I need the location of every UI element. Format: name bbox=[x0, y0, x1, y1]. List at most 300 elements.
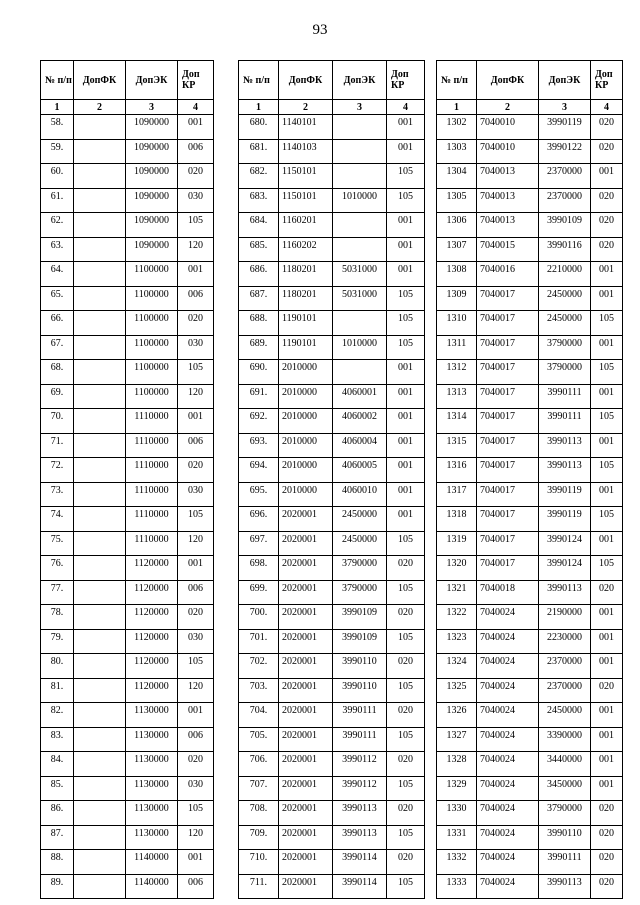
dop-fk-cell bbox=[74, 629, 126, 654]
row-number-cell: 74. bbox=[41, 507, 74, 532]
dop-fk-cell: 7040017 bbox=[477, 286, 539, 311]
row-number-cell: 1333 bbox=[437, 874, 477, 899]
dop-ek-cell: 3990110 bbox=[333, 654, 387, 679]
table-row bbox=[41, 115, 214, 140]
dop-kr-cell: 105 bbox=[387, 188, 425, 213]
dop-ek-cell: 5031000 bbox=[333, 262, 387, 287]
dop-ek-cell: 3790000 bbox=[539, 801, 591, 826]
dop-kr-cell: 120 bbox=[178, 384, 214, 409]
table-row bbox=[41, 164, 214, 189]
table-row bbox=[437, 727, 623, 752]
dop-ek-cell: 3990111 bbox=[539, 409, 591, 434]
dop-fk-cell: 7040017 bbox=[477, 458, 539, 483]
table-row bbox=[239, 850, 425, 875]
dop-fk-cell: 2020001 bbox=[279, 531, 333, 556]
dop-fk-cell bbox=[74, 458, 126, 483]
dop-ek-cell: 2450000 bbox=[539, 286, 591, 311]
dop-ek-cell: 1110000 bbox=[126, 458, 178, 483]
dop-ek-cell: 3440000 bbox=[539, 752, 591, 777]
dop-kr-cell: 001 bbox=[387, 237, 425, 262]
dop-fk-cell: 2020001 bbox=[279, 752, 333, 777]
table-row bbox=[437, 752, 623, 777]
dop-ek-cell bbox=[333, 139, 387, 164]
table-row bbox=[437, 213, 623, 238]
row-number-cell: 698. bbox=[239, 556, 279, 581]
dop-kr-cell: 105 bbox=[591, 458, 623, 483]
dop-ek-cell: 1130000 bbox=[126, 752, 178, 777]
dop-fk-cell: 7040010 bbox=[477, 139, 539, 164]
dop-ek-cell: 1100000 bbox=[126, 384, 178, 409]
row-number-cell: 1306 bbox=[437, 213, 477, 238]
dop-fk-cell: 1140101 bbox=[279, 115, 333, 140]
row-number-cell: 709. bbox=[239, 825, 279, 850]
row-number-cell: 703. bbox=[239, 678, 279, 703]
row-number-cell: 1314 bbox=[437, 409, 477, 434]
dop-ek-cell: 3990114 bbox=[333, 850, 387, 875]
dop-ek-cell: 4060010 bbox=[333, 482, 387, 507]
table-row bbox=[41, 727, 214, 752]
dop-kr-cell: 001 bbox=[591, 482, 623, 507]
row-number-cell: 1321 bbox=[437, 580, 477, 605]
table-row bbox=[41, 311, 214, 336]
dop-kr-cell: 020 bbox=[387, 703, 425, 728]
table-row bbox=[239, 213, 425, 238]
row-number-cell: 73. bbox=[41, 482, 74, 507]
row-number-cell: 1310 bbox=[437, 311, 477, 336]
dop-kr-cell: 105 bbox=[387, 311, 425, 336]
dop-ek-cell: 3990113 bbox=[333, 825, 387, 850]
row-number-cell: 1316 bbox=[437, 458, 477, 483]
dop-ek-cell: 3990112 bbox=[333, 752, 387, 777]
column-number: 3 bbox=[539, 100, 591, 115]
table-row bbox=[239, 776, 425, 801]
row-number-cell: 699. bbox=[239, 580, 279, 605]
row-number-cell: 1329 bbox=[437, 776, 477, 801]
dop-fk-cell: 7040024 bbox=[477, 605, 539, 630]
row-number-cell: 691. bbox=[239, 384, 279, 409]
row-number-cell: 1332 bbox=[437, 850, 477, 875]
dop-ek-cell: 2370000 bbox=[539, 678, 591, 703]
dop-kr-cell: 020 bbox=[591, 801, 623, 826]
dop-fk-cell: 2020001 bbox=[279, 776, 333, 801]
row-number-cell: 690. bbox=[239, 360, 279, 385]
row-number-cell: 1308 bbox=[437, 262, 477, 287]
dop-ek-cell: 1120000 bbox=[126, 629, 178, 654]
row-number-cell: 1307 bbox=[437, 237, 477, 262]
dop-fk-cell: 7040024 bbox=[477, 825, 539, 850]
header-num: № п/п bbox=[41, 61, 74, 100]
dop-fk-cell bbox=[74, 874, 126, 899]
table-row bbox=[41, 139, 214, 164]
table-row bbox=[437, 629, 623, 654]
table-row bbox=[239, 311, 425, 336]
dop-ek-cell: 3990111 bbox=[333, 703, 387, 728]
dop-fk-cell bbox=[74, 727, 126, 752]
table-row bbox=[41, 776, 214, 801]
table-row bbox=[239, 433, 425, 458]
header-num: № п/п bbox=[239, 61, 279, 100]
dop-ek-cell: 3990119 bbox=[539, 115, 591, 140]
dop-fk-cell: 7040024 bbox=[477, 654, 539, 679]
dop-fk-cell: 1190101 bbox=[279, 335, 333, 360]
dop-kr-cell: 001 bbox=[591, 654, 623, 679]
column-number: 4 bbox=[387, 100, 425, 115]
row-number-cell: 1312 bbox=[437, 360, 477, 385]
dop-ek-cell: 3990113 bbox=[539, 458, 591, 483]
dop-fk-cell: 1160201 bbox=[279, 213, 333, 238]
dop-kr-cell: 105 bbox=[591, 360, 623, 385]
dop-kr-cell: 030 bbox=[178, 776, 214, 801]
row-number-cell: 80. bbox=[41, 654, 74, 679]
row-number-cell: 683. bbox=[239, 188, 279, 213]
dop-ek-cell: 1130000 bbox=[126, 727, 178, 752]
row-number-cell: 58. bbox=[41, 115, 74, 140]
dop-kr-cell: 020 bbox=[591, 825, 623, 850]
row-number-cell: 65. bbox=[41, 286, 74, 311]
dop-fk-cell: 7040018 bbox=[477, 580, 539, 605]
dop-fk-cell bbox=[74, 213, 126, 238]
table-row bbox=[41, 825, 214, 850]
dop-fk-cell bbox=[74, 360, 126, 385]
dop-kr-cell: 020 bbox=[178, 164, 214, 189]
dop-ek-cell: 1090000 bbox=[126, 188, 178, 213]
dop-fk-cell bbox=[74, 384, 126, 409]
table-row bbox=[239, 188, 425, 213]
row-number-cell: 77. bbox=[41, 580, 74, 605]
column-number: 3 bbox=[126, 100, 178, 115]
dop-kr-cell: 001 bbox=[591, 776, 623, 801]
row-number-cell: 1305 bbox=[437, 188, 477, 213]
table-row bbox=[41, 262, 214, 287]
table-row bbox=[239, 237, 425, 262]
dop-ek-cell: 3990122 bbox=[539, 139, 591, 164]
dop-fk-cell bbox=[74, 850, 126, 875]
column-number: 2 bbox=[279, 100, 333, 115]
dop-kr-cell: 001 bbox=[591, 384, 623, 409]
row-number-cell: 1304 bbox=[437, 164, 477, 189]
row-number-cell: 85. bbox=[41, 776, 74, 801]
dop-kr-cell: 020 bbox=[178, 752, 214, 777]
row-number-cell: 1319 bbox=[437, 531, 477, 556]
dop-kr-cell: 001 bbox=[178, 703, 214, 728]
row-number-cell: 1320 bbox=[437, 556, 477, 581]
dop-fk-cell: 1180201 bbox=[279, 262, 333, 287]
dop-ek-cell: 1130000 bbox=[126, 703, 178, 728]
table-row bbox=[41, 384, 214, 409]
row-number-cell: 78. bbox=[41, 605, 74, 630]
table-row bbox=[437, 850, 623, 875]
dop-fk-cell: 2020001 bbox=[279, 825, 333, 850]
dop-ek-cell: 3990109 bbox=[333, 605, 387, 630]
row-number-cell: 693. bbox=[239, 433, 279, 458]
dop-kr-cell: 006 bbox=[178, 433, 214, 458]
header-ek: ДопЭК bbox=[126, 61, 178, 100]
dop-fk-cell: 2010000 bbox=[279, 433, 333, 458]
table-row bbox=[41, 850, 214, 875]
dop-ek-cell: 2370000 bbox=[539, 164, 591, 189]
table-row bbox=[437, 580, 623, 605]
dop-ek-cell: 4060004 bbox=[333, 433, 387, 458]
dop-kr-cell: 105 bbox=[387, 825, 425, 850]
dop-kr-cell: 120 bbox=[178, 825, 214, 850]
dop-fk-cell: 7040015 bbox=[477, 237, 539, 262]
dop-kr-cell: 001 bbox=[387, 360, 425, 385]
dop-fk-cell bbox=[74, 507, 126, 532]
dop-ek-cell: 4060002 bbox=[333, 409, 387, 434]
row-number-cell: 1313 bbox=[437, 384, 477, 409]
dop-fk-cell bbox=[74, 311, 126, 336]
dop-ek-cell: 3990119 bbox=[539, 507, 591, 532]
dop-ek-cell: 1120000 bbox=[126, 678, 178, 703]
row-number-cell: 684. bbox=[239, 213, 279, 238]
dop-ek-cell: 3990109 bbox=[539, 213, 591, 238]
dop-ek-cell: 1110000 bbox=[126, 409, 178, 434]
column-number: 2 bbox=[74, 100, 126, 115]
dop-fk-cell bbox=[74, 164, 126, 189]
table-row bbox=[239, 482, 425, 507]
dop-ek-cell: 3990109 bbox=[333, 629, 387, 654]
dop-fk-cell: 7040017 bbox=[477, 507, 539, 532]
row-number-cell: 75. bbox=[41, 531, 74, 556]
dop-kr-cell: 030 bbox=[178, 335, 214, 360]
dop-fk-cell: 7040024 bbox=[477, 850, 539, 875]
row-number-cell: 685. bbox=[239, 237, 279, 262]
dop-kr-cell: 020 bbox=[591, 237, 623, 262]
table-row bbox=[239, 335, 425, 360]
dop-fk-cell: 7040017 bbox=[477, 384, 539, 409]
dop-kr-cell: 105 bbox=[178, 507, 214, 532]
row-number-cell: 87. bbox=[41, 825, 74, 850]
dop-kr-cell: 105 bbox=[387, 164, 425, 189]
dop-ek-cell: 1100000 bbox=[126, 286, 178, 311]
table-row bbox=[239, 678, 425, 703]
dop-kr-cell: 105 bbox=[387, 678, 425, 703]
table-row bbox=[239, 531, 425, 556]
table-row bbox=[239, 556, 425, 581]
dop-ek-cell: 1110000 bbox=[126, 482, 178, 507]
dop-fk-cell: 7040010 bbox=[477, 115, 539, 140]
table-row bbox=[239, 874, 425, 899]
dop-ek-cell: 1010000 bbox=[333, 335, 387, 360]
dop-fk-cell bbox=[74, 286, 126, 311]
dop-ek-cell: 3990116 bbox=[539, 237, 591, 262]
table-row bbox=[437, 458, 623, 483]
dop-kr-cell: 030 bbox=[178, 188, 214, 213]
table-row bbox=[437, 409, 623, 434]
dop-ek-cell: 3390000 bbox=[539, 727, 591, 752]
dop-ek-cell: 1090000 bbox=[126, 237, 178, 262]
dop-fk-cell bbox=[74, 409, 126, 434]
table-row bbox=[41, 482, 214, 507]
header-ek: ДопЭК bbox=[539, 61, 591, 100]
dop-ek-cell: 2210000 bbox=[539, 262, 591, 287]
table-row bbox=[41, 801, 214, 826]
row-number-cell: 59. bbox=[41, 139, 74, 164]
dop-kr-cell: 020 bbox=[178, 605, 214, 630]
row-number-cell: 1317 bbox=[437, 482, 477, 507]
row-number-cell: 1328 bbox=[437, 752, 477, 777]
dop-ek-cell: 2230000 bbox=[539, 629, 591, 654]
table-row bbox=[437, 776, 623, 801]
row-number-cell: 60. bbox=[41, 164, 74, 189]
table-row bbox=[239, 752, 425, 777]
column-number: 1 bbox=[239, 100, 279, 115]
table-row bbox=[437, 433, 623, 458]
dop-kr-cell: 001 bbox=[591, 605, 623, 630]
row-number-cell: 707. bbox=[239, 776, 279, 801]
dop-fk-cell: 2010000 bbox=[279, 384, 333, 409]
dop-fk-cell: 2020001 bbox=[279, 629, 333, 654]
dop-ek-cell: 1090000 bbox=[126, 115, 178, 140]
row-number-cell: 1302 bbox=[437, 115, 477, 140]
dop-kr-cell: 006 bbox=[178, 286, 214, 311]
dop-kr-cell: 020 bbox=[591, 115, 623, 140]
dop-kr-cell: 001 bbox=[387, 262, 425, 287]
table-row bbox=[437, 531, 623, 556]
row-number-cell: 83. bbox=[41, 727, 74, 752]
dop-kr-cell: 001 bbox=[387, 433, 425, 458]
dop-kr-cell: 001 bbox=[591, 164, 623, 189]
row-number-cell: 696. bbox=[239, 507, 279, 532]
dop-ek-cell: 3990110 bbox=[333, 678, 387, 703]
table-row bbox=[41, 654, 214, 679]
table-body bbox=[239, 115, 425, 899]
dop-ek-cell: 3790000 bbox=[539, 360, 591, 385]
dop-fk-cell: 7040024 bbox=[477, 678, 539, 703]
dop-kr-cell: 105 bbox=[387, 580, 425, 605]
row-number-cell: 1330 bbox=[437, 801, 477, 826]
dop-kr-cell: 001 bbox=[591, 531, 623, 556]
row-number-cell: 682. bbox=[239, 164, 279, 189]
dop-ek-cell: 3990110 bbox=[539, 825, 591, 850]
row-number-cell: 1303 bbox=[437, 139, 477, 164]
table-row bbox=[239, 139, 425, 164]
dop-fk-cell: 2020001 bbox=[279, 678, 333, 703]
table-row bbox=[239, 409, 425, 434]
dop-kr-cell: 006 bbox=[178, 139, 214, 164]
dop-fk-cell: 7040024 bbox=[477, 874, 539, 899]
dop-kr-cell: 120 bbox=[178, 531, 214, 556]
dop-kr-cell: 020 bbox=[591, 139, 623, 164]
row-number-cell: 68. bbox=[41, 360, 74, 385]
table-row bbox=[437, 703, 623, 728]
table-row bbox=[41, 874, 214, 899]
dop-ek-cell: 1120000 bbox=[126, 580, 178, 605]
row-number-cell: 688. bbox=[239, 311, 279, 336]
row-number-cell: 1323 bbox=[437, 629, 477, 654]
dop-kr-cell: 001 bbox=[387, 458, 425, 483]
dop-kr-cell: 020 bbox=[387, 850, 425, 875]
dop-ek-cell: 3790000 bbox=[333, 580, 387, 605]
table-row bbox=[41, 629, 214, 654]
dop-ek-cell: 1120000 bbox=[126, 556, 178, 581]
dop-fk-cell: 1150101 bbox=[279, 164, 333, 189]
dop-ek-cell: 2450000 bbox=[333, 531, 387, 556]
table-row bbox=[437, 507, 623, 532]
dop-kr-cell: 020 bbox=[178, 458, 214, 483]
dop-ek-cell: 3990111 bbox=[539, 384, 591, 409]
dop-fk-cell: 7040017 bbox=[477, 556, 539, 581]
dop-fk-cell: 7040024 bbox=[477, 801, 539, 826]
dop-ek-cell: 3990119 bbox=[539, 482, 591, 507]
dop-kr-cell: 105 bbox=[387, 286, 425, 311]
table-row bbox=[437, 654, 623, 679]
dop-fk-cell: 7040024 bbox=[477, 776, 539, 801]
dop-kr-cell: 006 bbox=[178, 874, 214, 899]
dop-fk-cell bbox=[74, 654, 126, 679]
column-number: 4 bbox=[591, 100, 623, 115]
header-num: № п/п bbox=[437, 61, 477, 100]
dop-fk-cell bbox=[74, 139, 126, 164]
dop-ek-cell: 3790000 bbox=[539, 335, 591, 360]
dop-kr-cell: 001 bbox=[387, 139, 425, 164]
dop-kr-cell: 001 bbox=[178, 262, 214, 287]
dop-ek-cell: 1100000 bbox=[126, 262, 178, 287]
dop-ek-cell bbox=[333, 115, 387, 140]
table-row bbox=[437, 384, 623, 409]
dop-fk-cell: 7040017 bbox=[477, 335, 539, 360]
header-fk: ДопФК bbox=[74, 61, 126, 100]
row-number-cell: 66. bbox=[41, 311, 74, 336]
dop-ek-cell: 4060001 bbox=[333, 384, 387, 409]
table-row bbox=[41, 703, 214, 728]
dop-fk-cell: 7040024 bbox=[477, 629, 539, 654]
dop-ek-cell: 1120000 bbox=[126, 605, 178, 630]
table-row bbox=[41, 335, 214, 360]
dop-ek-cell bbox=[333, 360, 387, 385]
dop-fk-cell: 2020001 bbox=[279, 727, 333, 752]
dop-kr-cell: 020 bbox=[387, 556, 425, 581]
dop-ek-cell: 1130000 bbox=[126, 825, 178, 850]
row-number-cell: 1325 bbox=[437, 678, 477, 703]
code-table-3 bbox=[436, 60, 623, 899]
row-number-cell: 70. bbox=[41, 409, 74, 434]
dop-ek-cell: 1110000 bbox=[126, 507, 178, 532]
header-ek: ДопЭК bbox=[333, 61, 387, 100]
table-row bbox=[437, 605, 623, 630]
dop-fk-cell bbox=[74, 115, 126, 140]
dop-fk-cell: 2010000 bbox=[279, 458, 333, 483]
dop-kr-cell: 020 bbox=[591, 678, 623, 703]
row-number-cell: 710. bbox=[239, 850, 279, 875]
dop-kr-cell: 105 bbox=[591, 409, 623, 434]
row-number-cell: 1309 bbox=[437, 286, 477, 311]
table-row bbox=[41, 433, 214, 458]
row-number-cell: 1331 bbox=[437, 825, 477, 850]
dop-fk-cell: 7040013 bbox=[477, 213, 539, 238]
dop-kr-cell: 001 bbox=[591, 262, 623, 287]
table-row bbox=[239, 580, 425, 605]
dop-kr-cell: 001 bbox=[387, 213, 425, 238]
row-number-cell: 1318 bbox=[437, 507, 477, 532]
dop-ek-cell: 3990111 bbox=[539, 850, 591, 875]
dop-kr-cell: 020 bbox=[178, 311, 214, 336]
row-number-cell: 63. bbox=[41, 237, 74, 262]
dop-kr-cell: 020 bbox=[387, 605, 425, 630]
dop-kr-cell: 001 bbox=[591, 727, 623, 752]
dop-ek-cell: 3990124 bbox=[539, 556, 591, 581]
row-number-cell: 687. bbox=[239, 286, 279, 311]
dop-fk-cell bbox=[74, 433, 126, 458]
dop-kr-cell: 030 bbox=[178, 482, 214, 507]
dop-fk-cell bbox=[74, 776, 126, 801]
dop-kr-cell: 105 bbox=[591, 311, 623, 336]
dop-fk-cell bbox=[74, 605, 126, 630]
table-row bbox=[41, 605, 214, 630]
dop-ek-cell: 2370000 bbox=[539, 188, 591, 213]
column-number: 2 bbox=[477, 100, 539, 115]
table-row bbox=[41, 752, 214, 777]
